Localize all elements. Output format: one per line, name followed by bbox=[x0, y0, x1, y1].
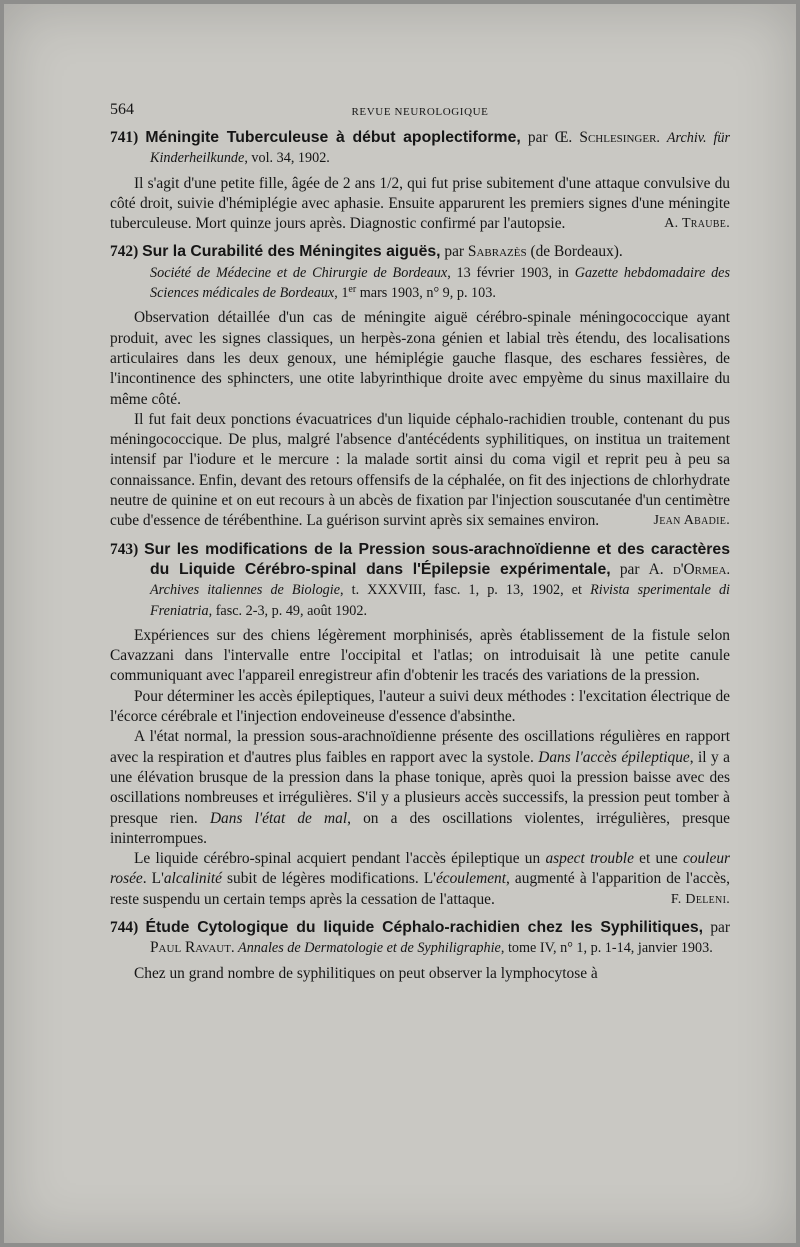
author-name: Sabrazès bbox=[467, 243, 527, 261]
emphasis-text: Dans l'accès épileptique bbox=[538, 748, 690, 766]
source-text: , vol. 34, 1902. bbox=[244, 150, 330, 167]
byline: par bbox=[703, 918, 730, 936]
abstract-741 bbox=[110, 128, 730, 234]
paragraph-text: Il s'agit d'une petite fille, âgée de 2 ans 1/2, qui fut prise subitement d'une attaque convulsive du côté droit, suivie d'hémiplégie avec aphasie. Ensuite apparurent les premiers signes d'une méningite tuberculeuse. Mort quinze jours après. Diagnostic confirmé par l'autopsie. bbox=[110, 174, 730, 233]
paragraph-text: subit de légères modifications. L' bbox=[221, 870, 436, 888]
ordinal-suffix: er bbox=[348, 284, 357, 296]
source-journal: Archiv. für Kinderheilkunde bbox=[150, 130, 730, 167]
journal-title: REVUE NEUROLOGIQUE bbox=[351, 106, 489, 118]
source-text: , 1 bbox=[334, 285, 349, 302]
paragraph-text: A l'état normal, la pression sous-arachnoïdienne présente des oscillations régulières en rapport avec la respiration et d'autres plus faibles en rapport avec la systole. bbox=[110, 728, 730, 766]
paragraph-text: Le liquide cérébro-spinal acquiert pendant l'accès épileptique un bbox=[134, 850, 546, 868]
abstract-742 bbox=[110, 242, 730, 531]
source-journal: Archives italiennes de Biologie bbox=[150, 582, 340, 599]
paragraph-text: Il fut fait deux ponctions évacuatrices d'un liquide céphalo-rachidien trouble, contenant du pus méningococcique. De plus, malgré l'absence d'antécédents syphilitiques, on institua un traitement intensif par l'iodure et le mercure : la malade sortit ainsi du coma vigil et reprit peu à peu sa connaissance. Enfin, devant des retours offensifs de la céphalée, on fit des injections de chlorhydrate neutre de quinine et on eut recours à un abcès de fixation par l'injection souscutanée d'un centimètre cube d'essence de térébenthine. La guérison survint après six semaines environ. bbox=[110, 410, 730, 530]
emphasis-text: aspect trouble bbox=[545, 850, 634, 868]
reviewer-signature: Jean Abadie. bbox=[653, 513, 730, 529]
author-affiliation: (de Bordeaux). bbox=[526, 243, 623, 261]
paragraph-text: . L' bbox=[142, 870, 164, 888]
running-header bbox=[110, 100, 730, 122]
abstract-744 bbox=[110, 918, 730, 984]
paragraph-text: et une bbox=[633, 850, 683, 868]
emphasis-text: couleur rosée bbox=[110, 850, 731, 888]
source-text: , fasc. 2-3, p. 49, août 1902. bbox=[208, 602, 367, 619]
abstract-paragraph bbox=[110, 410, 730, 532]
source-text: . bbox=[656, 130, 667, 146]
abstract-number: 742) bbox=[110, 243, 139, 261]
abstract-heading bbox=[110, 128, 730, 169]
abstract-paragraph: Observation détaillée d'un cas de méningite aiguë cérébro-spinale méningococcique ayant produit, avec les signes classiques, un herpès-zona génien et labial très étendu, des localisations articulaires dans les deux genoux, une hémiplégie gauche flasque, des eschares fessières, de l'incontinence des sphincters, une otite labyrinthique droite avec empyème du sinus maxillaire du même côté. bbox=[110, 309, 730, 408]
paragraph-text: , il y a une élévation brusque de la pression dans la phase tonique, après quoi la pression baisse avec des oscillations nombreuses et irrégulières. S'il y a plusieurs accès successifs, la pression peut tomber à presque rien. bbox=[110, 748, 730, 827]
source-journal: Société de Médecine et de Chirurgie de Bordeaux bbox=[150, 264, 448, 281]
source-journal: Rivista sperimentale di Freniatria bbox=[150, 582, 730, 619]
source-journal: Gazette hebdomadaire des Sciences médicales de Bordeaux bbox=[150, 264, 731, 302]
abstract-paragraph: Expériences sur des chiens légèrement morphinisés, après établissement de la fistule selon Cavazzani dans l'intervalle entre l'occipital et l'atlas; on introduisait là une petite canule communiquant avec l'appareil enregistreur afin d'obtenir les tracés des variations de la pression. bbox=[110, 626, 730, 685]
abstract-title: Sur la Curabilité des Méningites aiguës, bbox=[142, 243, 441, 261]
author-name: Paul Ravaut bbox=[150, 939, 231, 957]
source-text: . bbox=[230, 940, 239, 957]
scanned-page bbox=[4, 4, 796, 1243]
emphasis-text: Dans l'état de mal bbox=[209, 809, 348, 827]
abstract-paragraph bbox=[110, 727, 730, 849]
author-name: A. d'Ormea bbox=[648, 560, 727, 578]
source-text: , 13 février 1903, in bbox=[447, 264, 575, 281]
abstract-title: Méningite Tuberculeuse à début apoplectiforme, bbox=[145, 129, 521, 146]
reviewer-signature: F. Deleni. bbox=[670, 891, 730, 907]
abstract-heading bbox=[110, 242, 730, 303]
page-number: 564 bbox=[110, 101, 134, 118]
reviewer-signature: A. Traube. bbox=[664, 216, 730, 232]
abstract-number: 741) bbox=[110, 129, 139, 146]
abstract-paragraph bbox=[110, 174, 730, 235]
abstract-title: Sur les modifications de la Pression sous-arachnoïdienne et des caractères du Liquide Cérébro-spinal dans l'Épilepsie expérimentale, bbox=[144, 540, 730, 578]
abstract-number: 743) bbox=[110, 540, 139, 558]
byline: par Œ. bbox=[520, 129, 580, 146]
page-sheet bbox=[110, 100, 730, 984]
paragraph-text: , augmenté à l'apparition de l'accès, reste suspendu un certain temps après la cessation de l'attaque. bbox=[110, 870, 730, 908]
source-journal: Annales de Dermatologie et de Syphiligraphie bbox=[238, 940, 501, 957]
byline: par bbox=[610, 560, 649, 578]
byline: par bbox=[440, 243, 468, 261]
source-text: mars 1903, n° 9, p. 103. bbox=[356, 285, 496, 302]
source-text: , tome IV, n° 1, p. 1-14, janvier 1903. bbox=[500, 940, 713, 957]
abstract-title: Étude Cytologique du liquide Céphalo-rachidien chez les Syphilitiques, bbox=[145, 918, 704, 936]
abstract-paragraph: Pour déterminer les accès épileptiques, l'auteur a suivi deux méthodes : l'excitation électrique de l'écorce cérébrale et l'injection endoveineuse d'essence d'absinthe. bbox=[110, 687, 730, 726]
abstract-heading bbox=[110, 918, 730, 959]
abstract-743 bbox=[110, 540, 730, 910]
author-name: Schlesinger bbox=[579, 129, 657, 146]
emphasis-text: écoulement bbox=[435, 870, 507, 888]
abstract-heading bbox=[110, 540, 730, 621]
abstract-number: 744) bbox=[110, 918, 139, 936]
source-text: . bbox=[726, 561, 730, 578]
abstract-paragraph bbox=[110, 849, 730, 910]
paragraph-text: , on a des oscillations violentes, irrégulières, presque ininterrompues. bbox=[110, 809, 731, 847]
emphasis-text: alcalinité bbox=[163, 870, 222, 888]
source-text: , t. XXXVIII, fasc. 1, p. 13, 1902, et bbox=[340, 582, 591, 599]
abstract-paragraph: Chez un grand nombre de syphilitiques on peut observer la lymphocytose à bbox=[134, 964, 598, 982]
